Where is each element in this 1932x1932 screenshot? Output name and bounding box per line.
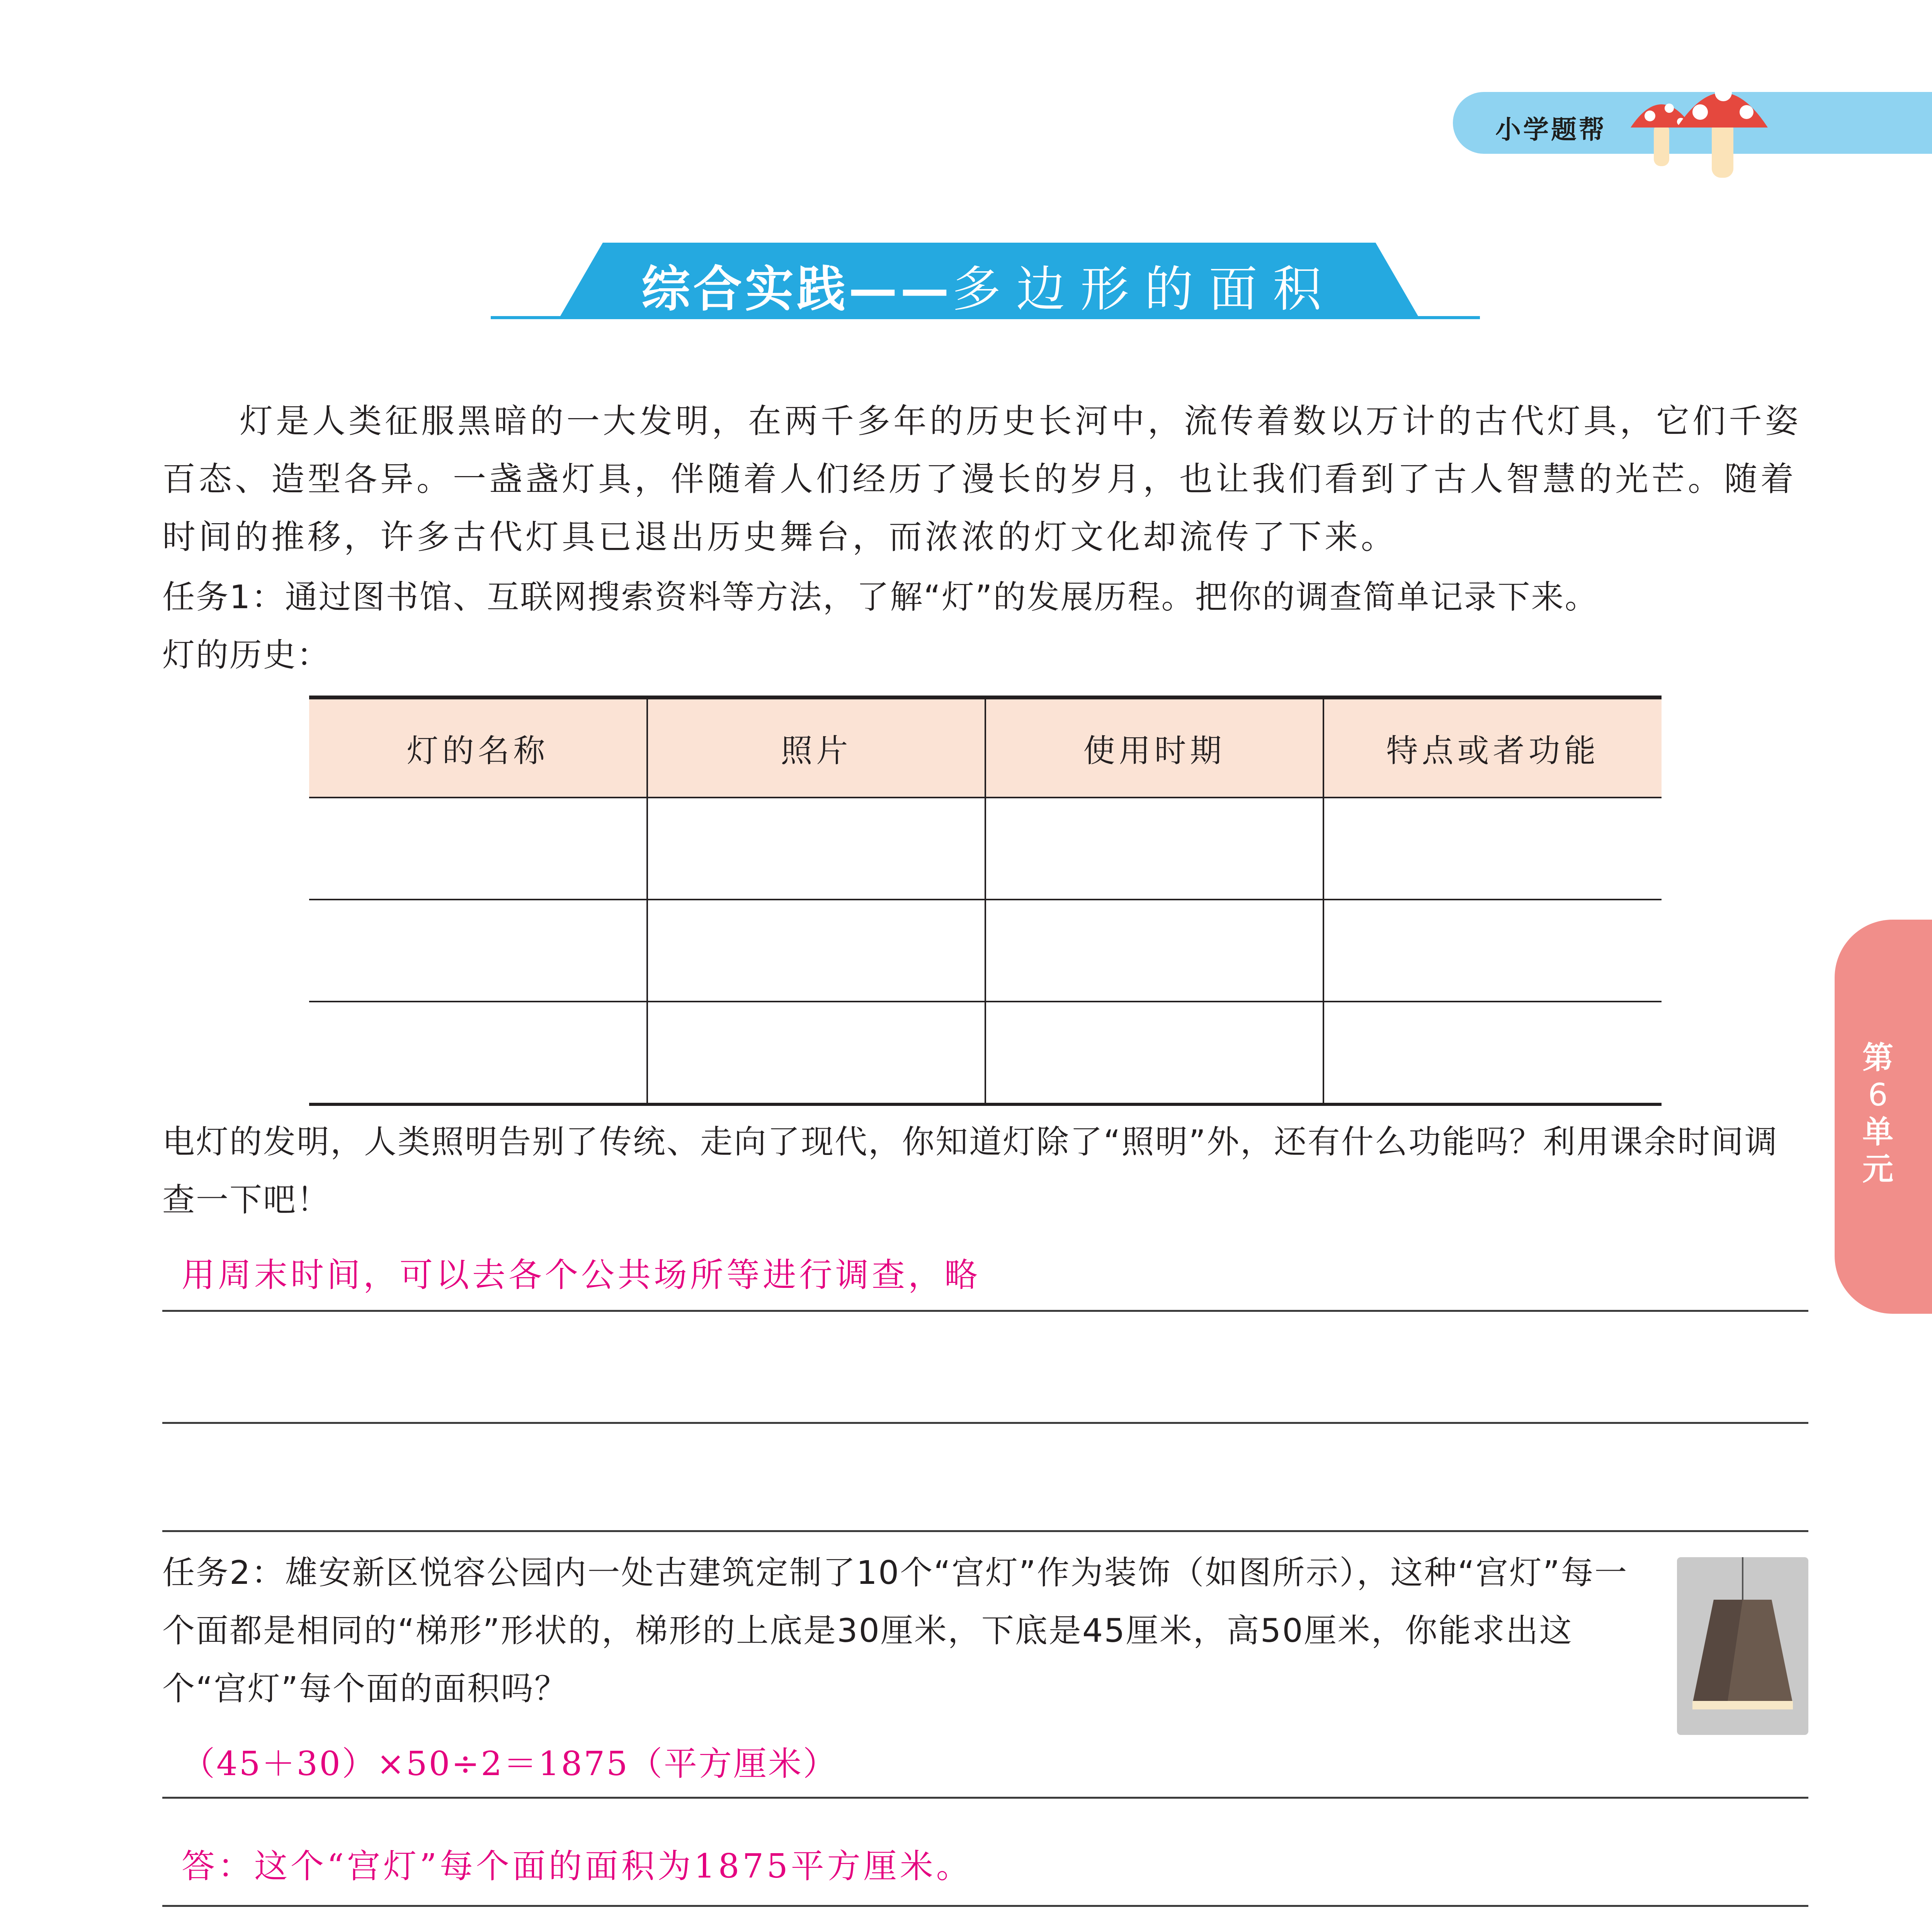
task2-text: 任务2：雄安新区悦容公园内一处古建筑定制了10个“宫灯”作为装饰（如图所示），这种“宫灯”每一个面都是相同的“梯形”形状的，梯形的上底是30厘米，下底是45厘米，高50厘米，你能求出这个“宫灯”每个面的面积吗？	[162, 1554, 1628, 1708]
unit-tab-di: 第	[1862, 1040, 1893, 1076]
title-sub: 多边形的面积	[952, 261, 1337, 318]
task2-answer: 答：这个“宫灯”每个面的面积为1875平方厘米。	[182, 1847, 973, 1886]
table-cell[interactable]	[309, 900, 647, 1002]
large-mushroom	[1677, 84, 1768, 178]
table-cell[interactable]	[985, 1002, 1323, 1104]
page-title	[641, 250, 1337, 320]
table-cell[interactable]	[309, 1002, 647, 1104]
lamp-history-table	[309, 696, 1662, 1106]
mushroom-icon	[1623, 66, 1770, 182]
unit-tab-num: 6	[1868, 1077, 1888, 1113]
small-mushroom	[1631, 104, 1692, 166]
task1-answer: 用周末时间，可以去各个公共场所等进行调查，略	[182, 1256, 981, 1294]
table-row	[309, 900, 1662, 1002]
answer-line	[162, 1797, 1808, 1799]
table-header: 灯的名称	[309, 697, 647, 798]
table-cell[interactable]	[1323, 798, 1662, 900]
table-header: 使用时期	[985, 697, 1323, 798]
table-header-row	[309, 697, 1662, 798]
intro-paragraph: 灯是人类征服黑暗的一大发明，在两千多年的历史长河中，流传着数以万计的古代灯具，它们千姿百态、造型各异。一盏盏灯具，伴随着人们经历了漫长的岁月，也让我们看到了古人智慧的光芒。随着时间的推移，许多古代灯具已退出历史舞台，而浓浓的灯文化却流传了下来。	[162, 402, 1801, 556]
table-cell[interactable]	[1323, 1002, 1662, 1104]
unit-tab-label	[1855, 1039, 1901, 1188]
table-cell[interactable]	[985, 798, 1323, 900]
title-main: 综合实践——	[641, 261, 952, 318]
table-row	[309, 1002, 1662, 1104]
brand-label: 小学题帮	[1495, 115, 1607, 145]
unit-tab-unit1: 单	[1862, 1114, 1893, 1150]
lamp-photo	[1677, 1557, 1808, 1735]
answer-line	[162, 1310, 1808, 1312]
table-header: 照片	[647, 697, 985, 798]
task2-calculation: （45＋30）×50÷2＝1875（平方厘米）	[182, 1745, 838, 1783]
task1-question: 电灯的发明，人类照明告别了传统、走向了现代，你知道灯除了“照明”外，还有什么功能吗？利用课余时间调查一下吧！	[162, 1123, 1779, 1219]
table-cell[interactable]	[647, 1002, 985, 1104]
table-cell[interactable]	[309, 798, 647, 900]
table-row	[309, 798, 1662, 900]
lamp-icon	[1677, 1557, 1808, 1735]
table-header: 特点或者功能	[1323, 697, 1662, 798]
history-label: 灯的历史：	[162, 636, 331, 674]
table-cell[interactable]	[1323, 900, 1662, 1002]
answer-line	[162, 1905, 1808, 1907]
unit-tab-unit2: 元	[1862, 1151, 1893, 1187]
answer-line	[162, 1530, 1808, 1532]
table-cell[interactable]	[647, 798, 985, 900]
answer-line	[162, 1422, 1808, 1424]
table-cell[interactable]	[985, 900, 1323, 1002]
table-cell[interactable]	[647, 900, 985, 1002]
task1-text: 任务1：通过图书馆、互联网搜索资料等方法，了解“灯”的发展历程。把你的调查简单记录下来。	[162, 578, 1599, 616]
